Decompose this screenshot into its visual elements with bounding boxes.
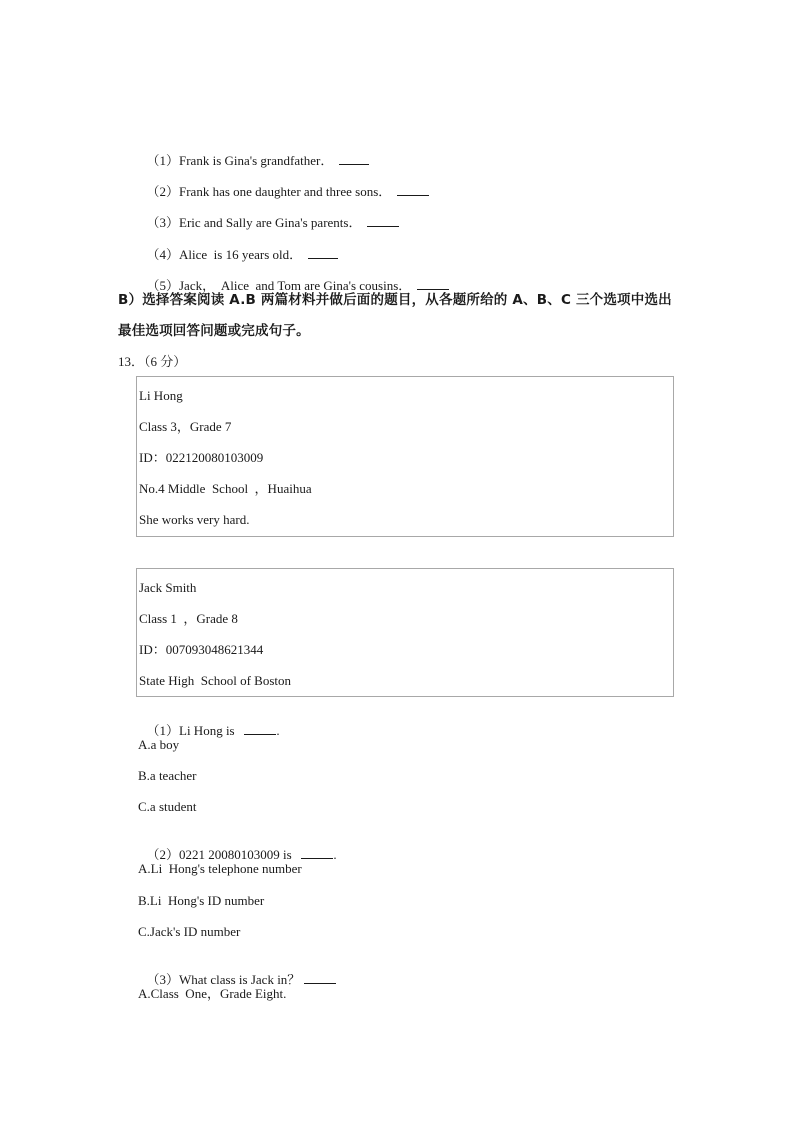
card-class: Class 3，Grade 7 xyxy=(139,419,232,434)
subquestion-tail: . xyxy=(276,723,280,738)
card-school: State High School of Boston xyxy=(139,673,292,688)
card-id: ID：022120080103009 xyxy=(139,450,264,465)
option-b[interactable]: B.Li Hong's ID number xyxy=(138,893,265,908)
section-b-heading-line2: 最佳选项回答问题或完成句子。 xyxy=(118,323,310,339)
option-a[interactable]: A.Li Hong's telephone number xyxy=(138,861,302,876)
answer-blank[interactable] xyxy=(417,277,449,290)
card-note: She works very hard. xyxy=(139,512,250,527)
judge-item-text: （4）Alice is 16 years old． xyxy=(146,247,303,262)
section-b-heading-line1: B）选择答案阅读 A.B 两篇材料并做后面的题目，从各题所给的 A、B、C 三个选项中选出 xyxy=(118,292,672,308)
answer-blank[interactable] xyxy=(367,214,399,227)
judge-item-text: （2）Frank has one daughter and three sons． xyxy=(146,184,392,199)
option-a[interactable]: A.a boy xyxy=(138,737,180,752)
option-b[interactable]: B.a teacher xyxy=(138,768,197,783)
student-card-li-hong xyxy=(136,376,674,537)
subquestion-tail: . xyxy=(333,847,337,862)
subquestion-stem: （2）0221 20080103009 is xyxy=(146,847,302,862)
judge-item-1 xyxy=(140,136,369,169)
question-number: 13．（6 分） xyxy=(118,354,187,369)
card-school: No.4 Middle School ，Huaihua xyxy=(139,481,312,496)
judge-item-5 xyxy=(140,261,449,294)
answer-blank[interactable] xyxy=(339,152,369,165)
answer-blank[interactable] xyxy=(308,246,338,259)
subquestion-3 xyxy=(140,955,336,988)
card-name: Jack Smith xyxy=(139,580,197,595)
judge-item-3 xyxy=(140,198,399,231)
card-class: Class 1 ，Grade 8 xyxy=(139,611,238,626)
card-id: ID：007093048621344 xyxy=(139,642,264,657)
card-name: Li Hong xyxy=(139,388,183,403)
judge-item-text: （3）Eric and Sally are Gina's parents． xyxy=(146,215,362,230)
answer-blank[interactable] xyxy=(301,846,333,859)
subquestion-stem: （3）What class is Jack in？ xyxy=(146,972,304,987)
answer-blank[interactable] xyxy=(397,183,429,196)
subquestion-2 xyxy=(140,830,337,863)
option-c[interactable]: C.a student xyxy=(138,799,197,814)
judge-item-2 xyxy=(140,167,429,200)
subquestion-stem: （1）Li Hong is xyxy=(146,723,245,738)
student-card-jack-smith xyxy=(136,568,674,697)
subquestion-1 xyxy=(140,706,280,739)
option-c[interactable]: C.Jack's ID number xyxy=(138,924,241,939)
judge-item-4 xyxy=(140,230,338,263)
option-a[interactable]: A.Class One，Grade Eight. xyxy=(138,986,287,1001)
answer-blank[interactable] xyxy=(304,971,336,984)
judge-item-text: （5）Jack， Alice and Tom are Gina's cousins． xyxy=(146,278,412,293)
answer-blank[interactable] xyxy=(244,722,276,735)
judge-item-text: （1）Frank is Gina's grandfather． xyxy=(146,153,334,168)
